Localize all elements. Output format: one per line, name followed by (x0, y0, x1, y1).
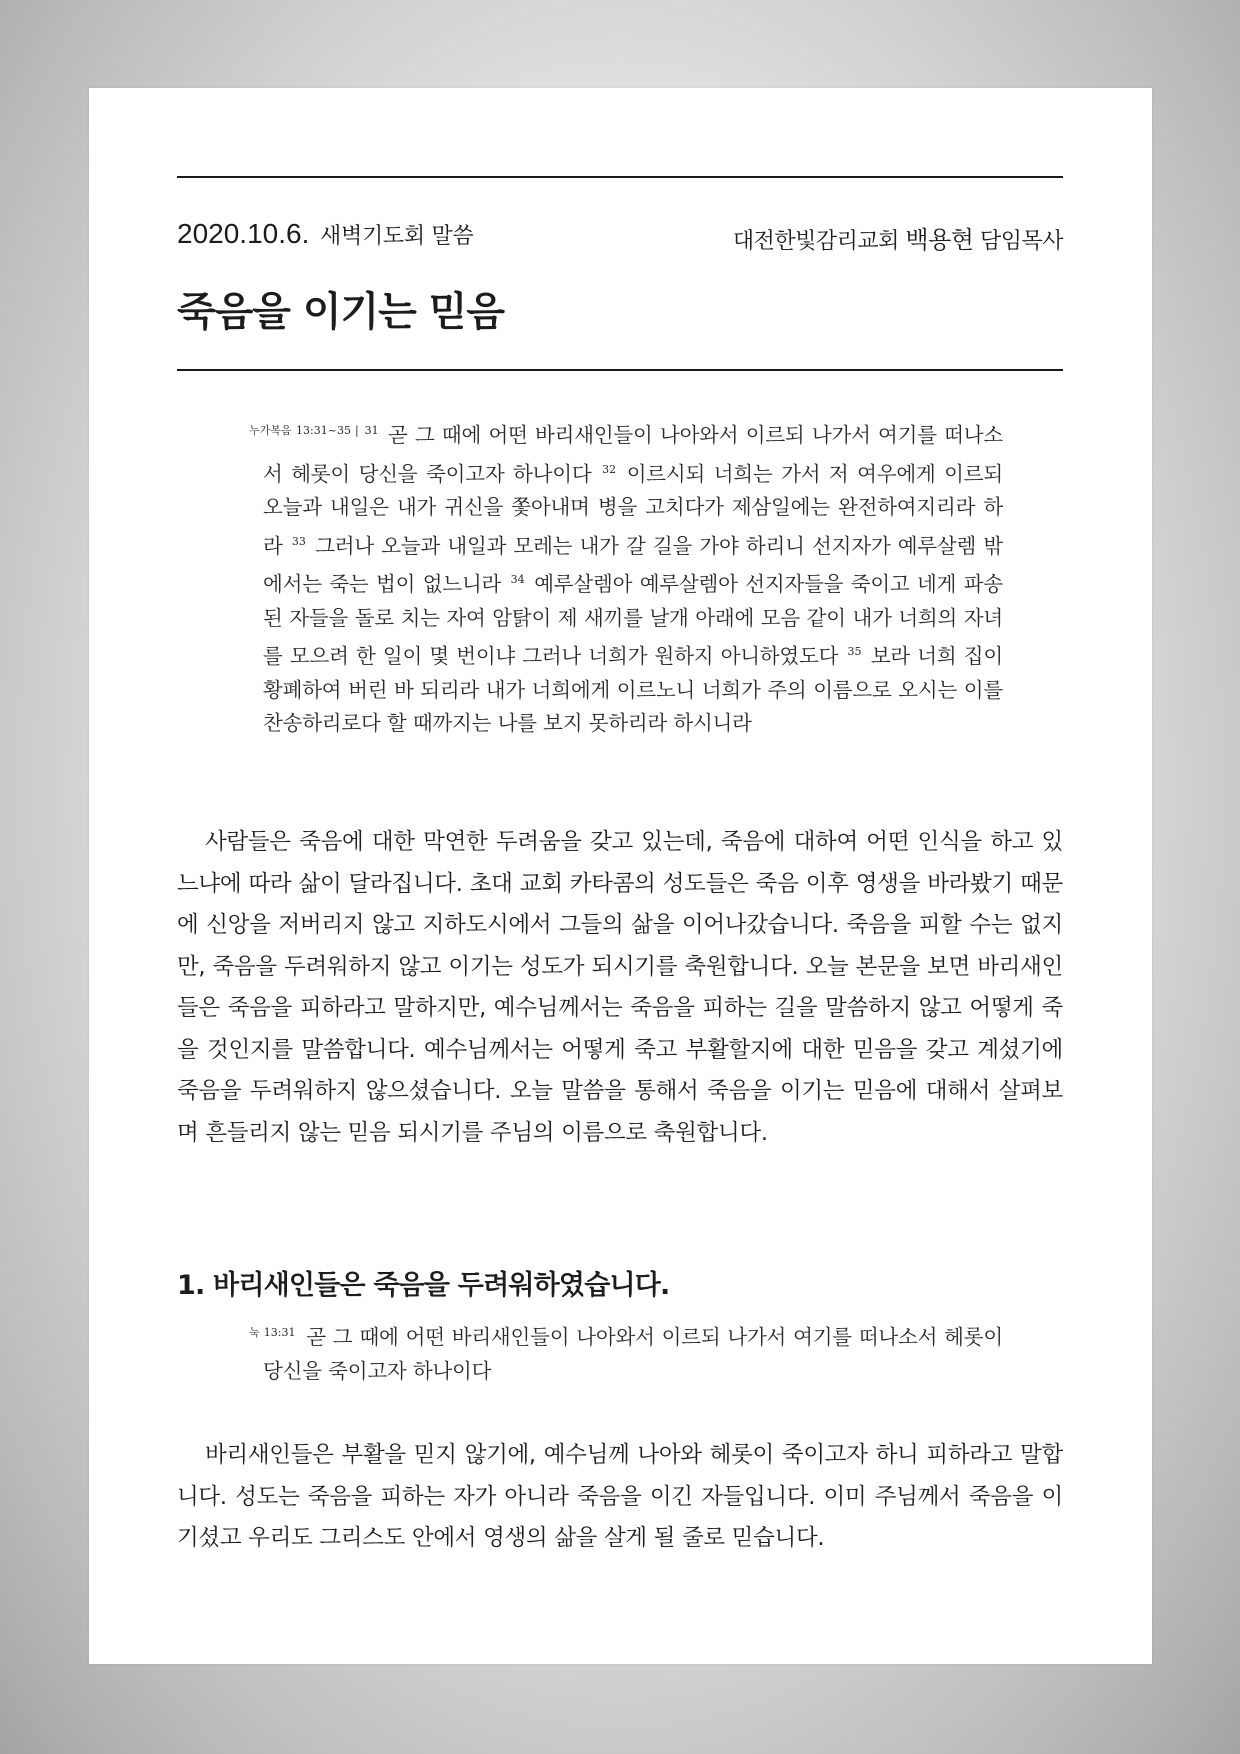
verse-text: 보라 너희 집이 황폐하여 버린 바 되리라 내가 너희에게 이르노니 너희가 주의 이름으로 오시는 이를 찬송하리로다 할 때까지는 나를 보지 못하리라 하시니라 (263, 644, 1003, 735)
scripture-passage (249, 414, 1003, 741)
section-scripture-text: 곧 그 때에 어떤 바리새인들이 나아와서 이르되 나가서 여기를 떠나소서 헤롯이 당신을 죽이고자 하나이다 (263, 1325, 1003, 1383)
sermon-date: 2020.10.6. (177, 218, 310, 249)
verse-text: 이르시되 너희는 가서 저 여우에게 이르되 오늘과 내일은 내가 귀신을 쫓아내며 병을 고치다가 제삼일에는 완전하여지리라 하라 (263, 461, 1003, 558)
title-rule (177, 369, 1063, 371)
section-paragraph: 바리새인들은 부활을 믿지 않기에, 예수님께 나아와 헤롯이 죽이고자 하니 피하라고 말합니다. 성도는 죽음을 피하는 자가 아니라 죽음을 이긴 자들입니다. 이미 주님께서 죽음을 이기셨고 우리도 그리스도 안에서 영생의 삶을 살게 될 줄로 믿습니다. (177, 1442, 1063, 1551)
church-name: 대전한빛감리교회 (732, 229, 899, 254)
pastor-title: 담임목사 (979, 229, 1063, 254)
sermon-date-line (177, 218, 473, 250)
verse-number: 34 (510, 573, 525, 586)
intro-paragraph: 사람들은 죽음에 대한 막연한 두려움을 갖고 있는데, 죽음에 대하여 어떤 인식을 하고 있느냐에 따라 삶이 달라집니다. 초대 교회 카타콤의 성도들은 죽음 이후 영생을 바라봤기 때문에 신앙을 저버리지 않고 지하도시에서 그들의 삶을 이어나갔습니다. 죽음을 피할 수는 없지만, 죽음을 두려워하지 않고 이기는 성도가 되시기를 축원합니다. 오늘 본문을 보면 바리새인들은 죽음을 피하라고 말하지만, 예수님께서는 죽음을 피하는 길을 말씀하지 않고 어떻게 죽을 것인지를 말씀합니다. 예수님께서는 어떻게 죽고 부활할지에 대한 믿음을 갖고 계셨기에 죽음을 두려워하지 않으셨습니다. 오늘 말씀을 통해서 죽음을 이기는 믿음에 대해서 살펴보며 흔들리지 않는 믿음 되시기를 주님의 이름으로 축원합니다. (177, 829, 1063, 1146)
sermon-title: 죽음을 이기는 믿음 (177, 289, 504, 335)
verse-number: 32 (602, 462, 617, 476)
section-heading: 1. 바리새인들은 죽음을 두려워하였습니다. (177, 1270, 670, 1301)
verse-number: 35 (847, 645, 862, 658)
verse-text: 예루살렘아 예루살렘아 선지자들을 죽이고 네게 파송된 자들을 돌로 치는 자여 암탉이 제 새끼를 날개 아래에 모음 같이 내가 너희의 자녀를 모으려 한 일이 몇 번이냐 그러나 너희가 원하지 아니하였도다 (263, 572, 1003, 668)
verse-text: 곧 그 때에 어떤 바리새인들이 나아와서 이르되 나가서 여기를 떠나소서 헤롯이 당신을 죽이고자 하나이다 (263, 423, 1003, 486)
section-scripture-reference: 눅 13:31 (249, 1326, 296, 1339)
section-scripture (249, 1316, 1003, 1388)
document-page (89, 88, 1152, 1664)
verse-number: 31 (364, 424, 379, 437)
church-line (733, 220, 1063, 255)
ref-separator: | (354, 424, 359, 437)
pastor-name: 백용현 (905, 226, 974, 254)
scripture-reference: 누가복음 13:31~35 (249, 424, 351, 437)
service-name: 새벽기도회 말씀 (320, 224, 474, 249)
verse-number: 33 (291, 534, 306, 548)
verse-text: 그러나 오늘과 내일과 모레는 내가 갈 길을 가야 하리니 선지자가 예루살렘 밖에서는 죽는 법이 없느니라 (263, 533, 1004, 596)
top-rule (177, 176, 1063, 178)
